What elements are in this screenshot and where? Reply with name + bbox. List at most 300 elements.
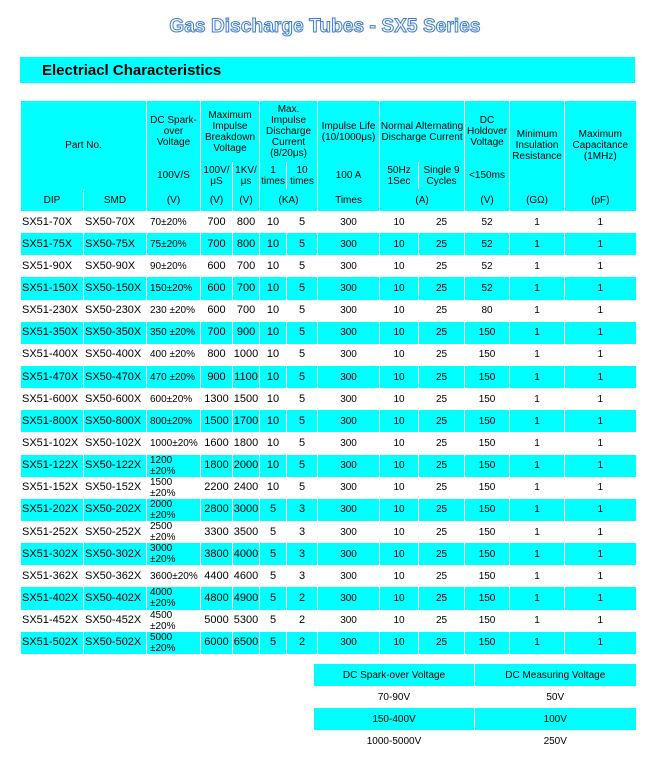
breakdown-1kv-cell: 3000 <box>233 499 260 521</box>
header-spark-over: DC Spark-over Voltage <box>314 664 475 686</box>
ac-9cycles-cell: 25 <box>419 521 465 543</box>
spark-over-cell: 2500 ±20% <box>147 521 201 543</box>
ac-50hz-cell: 10 <box>380 277 419 299</box>
insulation-cell: 1 <box>510 455 565 477</box>
breakdown-100v-cell: 600 <box>201 300 233 322</box>
impulse-10-cell: 5 <box>287 322 318 344</box>
breakdown-1kv-cell: 3500 <box>233 521 260 543</box>
dip-cell: SX51-202X <box>21 499 84 521</box>
breakdown-100v-cell: 1800 <box>201 455 233 477</box>
holdover-cell: 150 <box>465 455 510 477</box>
table-row <box>21 211 636 233</box>
sub-100vs: 100V/S <box>147 162 201 189</box>
capacitance-cell: 1 <box>565 565 636 587</box>
impulse-10-cell: 5 <box>287 277 318 299</box>
capacitance-cell: 1 <box>565 211 636 233</box>
dip-cell: SX51-400X <box>21 344 84 366</box>
ac-9cycles-cell: 25 <box>419 477 465 499</box>
dip-cell: SX51-502X <box>21 632 84 654</box>
insulation-cell: 1 <box>510 344 565 366</box>
ac-9cycles-cell: 25 <box>419 565 465 587</box>
spark-over-cell: 400 ±20% <box>147 344 201 366</box>
table-row <box>21 455 636 477</box>
dip-cell: SX51-600X <box>21 388 84 410</box>
sub-1times: 1 times <box>260 162 287 189</box>
capacitance-cell: 1 <box>565 477 636 499</box>
impulse-10-cell: 5 <box>287 255 318 277</box>
smd-cell: SX50-400X <box>84 344 147 366</box>
breakdown-1kv-cell: 1100 <box>233 366 260 388</box>
holdover-cell: 150 <box>465 322 510 344</box>
spark-over-cell: 4500 ±20% <box>147 610 201 632</box>
impulse-life-cell: 300 <box>318 499 380 521</box>
impulse-life-cell: 300 <box>318 543 380 565</box>
sub-150ms: <150ms <box>465 162 510 189</box>
smd-cell: SX50-152X <box>84 477 147 499</box>
impulse-1-cell: 10 <box>260 322 287 344</box>
smd-cell: SX50-600X <box>84 388 147 410</box>
impulse-1-cell: 5 <box>260 565 287 587</box>
impulse-life-cell: 300 <box>318 477 380 499</box>
header-smd: SMD <box>84 189 147 211</box>
impulse-life-cell: 300 <box>318 521 380 543</box>
table-row <box>21 322 636 344</box>
breakdown-100v-cell: 5000 <box>201 610 233 632</box>
ac-9cycles-cell: 25 <box>419 211 465 233</box>
breakdown-100v-cell: 1300 <box>201 388 233 410</box>
spark-over-cell: 70±20% <box>147 211 201 233</box>
holdover-cell: 150 <box>465 565 510 587</box>
breakdown-1kv-cell: 1500 <box>233 388 260 410</box>
header-min-insulation: Minimum Insulation Resistance <box>510 101 565 189</box>
insulation-cell: 1 <box>510 388 565 410</box>
ac-9cycles-cell: 25 <box>419 610 465 632</box>
smd-cell: SX50-402X <box>84 587 147 609</box>
ac-9cycles-cell: 25 <box>419 322 465 344</box>
holdover-cell: 52 <box>465 233 510 255</box>
breakdown-1kv-cell: 700 <box>233 255 260 277</box>
table-row <box>21 410 636 432</box>
holdover-cell: 52 <box>465 255 510 277</box>
ac-50hz-cell: 10 <box>380 233 419 255</box>
breakdown-100v-cell: 4800 <box>201 587 233 609</box>
smd-cell: SX50-452X <box>84 610 147 632</box>
header-measuring-voltage: DC Measuring Voltage <box>475 664 636 686</box>
impulse-life-cell: 300 <box>318 610 380 632</box>
breakdown-100v-cell: 900 <box>201 366 233 388</box>
breakdown-1kv-cell: 900 <box>233 322 260 344</box>
impulse-1-cell: 10 <box>260 344 287 366</box>
spark-over-cell: 1200 ±20% <box>147 455 201 477</box>
breakdown-1kv-cell: 800 <box>233 233 260 255</box>
impulse-1-cell: 10 <box>260 255 287 277</box>
header-max-impulse-breakdown: Maximum Impulse Breakdown Voltage <box>201 101 260 162</box>
smd-cell: SX50-202X <box>84 499 147 521</box>
capacitance-cell: 1 <box>565 499 636 521</box>
breakdown-1kv-cell: 4000 <box>233 543 260 565</box>
impulse-life-cell: 300 <box>318 455 380 477</box>
holdover-cell: 150 <box>465 366 510 388</box>
impulse-1-cell: 5 <box>260 499 287 521</box>
spark-over-cell: 150±20% <box>147 277 201 299</box>
insulation-cell: 1 <box>510 432 565 454</box>
measuring-voltage-table <box>313 664 636 752</box>
breakdown-1kv-cell: 700 <box>233 277 260 299</box>
capacitance-cell: 1 <box>565 322 636 344</box>
spark-over-cell: 90±20% <box>147 255 201 277</box>
insulation-cell: 1 <box>510 543 565 565</box>
ac-50hz-cell: 10 <box>380 432 419 454</box>
spark-over-cell: 5000 ±20% <box>147 632 201 654</box>
table-row <box>21 543 636 565</box>
breakdown-100v-cell: 3300 <box>201 521 233 543</box>
spark-over-cell: 600±20% <box>147 388 201 410</box>
insulation-cell: 1 <box>510 521 565 543</box>
insulation-cell: 1 <box>510 322 565 344</box>
unit-v1: (V) <box>147 189 201 211</box>
impulse-life-cell: 300 <box>318 388 380 410</box>
smd-cell: SX50-70X <box>84 211 147 233</box>
table-row <box>21 587 636 609</box>
capacitance-cell: 1 <box>565 632 636 654</box>
capacitance-cell: 1 <box>565 587 636 609</box>
holdover-cell: 150 <box>465 388 510 410</box>
header-dc-spark-over: DC Spark-over Voltage <box>147 101 201 162</box>
impulse-life-cell: 300 <box>318 366 380 388</box>
table-row <box>21 499 636 521</box>
impulse-life-cell: 300 <box>318 632 380 654</box>
spark-over-cell: 800±20% <box>147 410 201 432</box>
smd-cell: SX50-75X <box>84 233 147 255</box>
impulse-10-cell: 2 <box>287 610 318 632</box>
dip-cell: SX51-102X <box>21 432 84 454</box>
ac-9cycles-cell: 25 <box>419 543 465 565</box>
sub-10times: 10 times <box>287 162 318 189</box>
table-row <box>21 344 636 366</box>
impulse-1-cell: 10 <box>260 211 287 233</box>
impulse-life-cell: 300 <box>318 322 380 344</box>
impulse-life-cell: 300 <box>318 277 380 299</box>
holdover-cell: 150 <box>465 610 510 632</box>
holdover-cell: 52 <box>465 211 510 233</box>
impulse-10-cell: 2 <box>287 587 318 609</box>
ac-50hz-cell: 10 <box>380 610 419 632</box>
spark-over-cell: 3600±20% <box>147 565 201 587</box>
dip-cell: SX51-150X <box>21 277 84 299</box>
impulse-1-cell: 10 <box>260 477 287 499</box>
unit-v3: (V) <box>233 189 260 211</box>
ac-9cycles-cell: 25 <box>419 410 465 432</box>
impulse-1-cell: 5 <box>260 632 287 654</box>
breakdown-1kv-cell: 1700 <box>233 410 260 432</box>
impulse-1-cell: 10 <box>260 410 287 432</box>
table-row <box>21 477 636 499</box>
breakdown-100v-cell: 700 <box>201 322 233 344</box>
dip-cell: SX51-70X <box>21 211 84 233</box>
insulation-cell: 1 <box>510 499 565 521</box>
table-row <box>21 521 636 543</box>
impulse-1-cell: 10 <box>260 300 287 322</box>
ac-50hz-cell: 10 <box>380 632 419 654</box>
insulation-cell: 1 <box>510 477 565 499</box>
impulse-life-cell: 300 <box>318 300 380 322</box>
holdover-cell: 150 <box>465 344 510 366</box>
ac-50hz-cell: 10 <box>380 211 419 233</box>
breakdown-100v-cell: 2200 <box>201 477 233 499</box>
ac-9cycles-cell: 25 <box>419 255 465 277</box>
impulse-10-cell: 2 <box>287 632 318 654</box>
dip-cell: SX51-302X <box>21 543 84 565</box>
breakdown-1kv-cell: 700 <box>233 300 260 322</box>
ac-50hz-cell: 10 <box>380 388 419 410</box>
smd-cell: SX50-800X <box>84 410 147 432</box>
dip-cell: SX51-152X <box>21 477 84 499</box>
header-max-impulse-discharge: Max. Impulse Discharge Current (8/20μs) <box>260 101 318 162</box>
unit-pf: (pF) <box>565 189 636 211</box>
dip-cell: SX51-230X <box>21 300 84 322</box>
smd-cell: SX50-302X <box>84 543 147 565</box>
holdover-cell: 150 <box>465 543 510 565</box>
smd-cell: SX50-252X <box>84 521 147 543</box>
impulse-10-cell: 5 <box>287 233 318 255</box>
holdover-cell: 150 <box>465 477 510 499</box>
dip-cell: SX51-90X <box>21 255 84 277</box>
breakdown-100v-cell: 1500 <box>201 410 233 432</box>
spark-over-cell: 2000 ±20% <box>147 499 201 521</box>
spark-over-cell: 350 ±20% <box>147 322 201 344</box>
breakdown-1kv-cell: 800 <box>233 211 260 233</box>
ac-50hz-cell: 10 <box>380 255 419 277</box>
ac-9cycles-cell: 25 <box>419 366 465 388</box>
unit-v2: (V) <box>201 189 233 211</box>
smd-cell: SX50-362X <box>84 565 147 587</box>
ac-50hz-cell: 10 <box>380 366 419 388</box>
smd-cell: SX50-350X <box>84 322 147 344</box>
dip-cell: SX51-362X <box>21 565 84 587</box>
impulse-1-cell: 5 <box>260 543 287 565</box>
impulse-10-cell: 5 <box>287 477 318 499</box>
impulse-10-cell: 5 <box>287 344 318 366</box>
breakdown-100v-cell: 3800 <box>201 543 233 565</box>
measure-voltage-cell: 50V <box>475 686 636 708</box>
capacitance-cell: 1 <box>565 432 636 454</box>
breakdown-100v-cell: 700 <box>201 211 233 233</box>
header-impulse-life: Impulse Life (10/1000μs) <box>318 101 380 162</box>
impulse-1-cell: 5 <box>260 587 287 609</box>
insulation-cell: 1 <box>510 632 565 654</box>
measure-voltage-cell: 100V <box>475 708 636 730</box>
impulse-10-cell: 5 <box>287 410 318 432</box>
dip-cell: SX51-470X <box>21 366 84 388</box>
capacitance-cell: 1 <box>565 366 636 388</box>
insulation-cell: 1 <box>510 300 565 322</box>
ac-9cycles-cell: 25 <box>419 499 465 521</box>
breakdown-100v-cell: 600 <box>201 277 233 299</box>
holdover-cell: 150 <box>465 632 510 654</box>
holdover-cell: 150 <box>465 499 510 521</box>
unit-times: Times <box>318 189 380 211</box>
capacitance-cell: 1 <box>565 521 636 543</box>
table-row <box>21 565 636 587</box>
dip-cell: SX51-75X <box>21 233 84 255</box>
breakdown-100v-cell: 1600 <box>201 432 233 454</box>
table-row <box>21 233 636 255</box>
capacitance-cell: 1 <box>565 233 636 255</box>
impulse-1-cell: 10 <box>260 388 287 410</box>
ac-50hz-cell: 10 <box>380 410 419 432</box>
capacitance-cell: 1 <box>565 543 636 565</box>
characteristics-table <box>20 101 636 654</box>
breakdown-100v-cell: 6000 <box>201 632 233 654</box>
ac-9cycles-cell: 25 <box>419 632 465 654</box>
impulse-life-cell: 300 <box>318 344 380 366</box>
impulse-1-cell: 5 <box>260 610 287 632</box>
table-row <box>21 366 636 388</box>
breakdown-1kv-cell: 5300 <box>233 610 260 632</box>
dip-cell: SX51-402X <box>21 587 84 609</box>
table-row <box>21 300 636 322</box>
measure-spark-cell: 70-90V <box>314 686 475 708</box>
sub-50hz: 50Hz 1Sec <box>380 162 419 189</box>
dip-cell: SX51-800X <box>21 410 84 432</box>
sub-1kvus: 1KV/ μs <box>233 162 260 189</box>
insulation-cell: 1 <box>510 277 565 299</box>
unit-ka: (KA) <box>260 189 318 211</box>
spark-over-cell: 75±20% <box>147 233 201 255</box>
spark-over-cell: 4000 ±20% <box>147 587 201 609</box>
dip-cell: SX51-452X <box>21 610 84 632</box>
impulse-life-cell: 300 <box>318 233 380 255</box>
breakdown-1kv-cell: 6500 <box>233 632 260 654</box>
smd-cell: SX50-90X <box>84 255 147 277</box>
capacitance-cell: 1 <box>565 410 636 432</box>
unit-v4: (V) <box>465 189 510 211</box>
insulation-cell: 1 <box>510 587 565 609</box>
impulse-10-cell: 3 <box>287 499 318 521</box>
measure-spark-cell: 1000-5000V <box>314 730 475 752</box>
section-title: Electriacl Characteristics <box>20 57 635 83</box>
smd-cell: SX50-502X <box>84 632 147 654</box>
capacitance-cell: 1 <box>565 455 636 477</box>
impulse-life-cell: 300 <box>318 211 380 233</box>
ac-9cycles-cell: 25 <box>419 432 465 454</box>
insulation-cell: 1 <box>510 233 565 255</box>
ac-50hz-cell: 10 <box>380 521 419 543</box>
ac-9cycles-cell: 25 <box>419 587 465 609</box>
impulse-10-cell: 5 <box>287 366 318 388</box>
spark-over-cell: 230 ±20% <box>147 300 201 322</box>
impulse-1-cell: 5 <box>260 521 287 543</box>
table-row <box>21 255 636 277</box>
table-row <box>21 432 636 454</box>
header-max-capacitance: Maximum Capacitance (1MHz) <box>565 101 636 189</box>
sub-single: Single 9 Cycles <box>419 162 465 189</box>
dip-cell: SX51-252X <box>21 521 84 543</box>
spark-over-cell: 1500 ±20% <box>147 477 201 499</box>
ac-50hz-cell: 10 <box>380 322 419 344</box>
ac-50hz-cell: 10 <box>380 587 419 609</box>
header-part-no: Part No. <box>21 101 147 189</box>
impulse-1-cell: 10 <box>260 233 287 255</box>
sub-100a: 100 A <box>318 162 380 189</box>
header-normal-ac-discharge: Normal Alternating Discharge Current <box>380 101 465 162</box>
smd-cell: SX50-122X <box>84 455 147 477</box>
spark-over-cell: 3000 ±20% <box>147 543 201 565</box>
ac-9cycles-cell: 25 <box>419 277 465 299</box>
impulse-10-cell: 5 <box>287 388 318 410</box>
impulse-10-cell: 3 <box>287 543 318 565</box>
ac-9cycles-cell: 25 <box>419 300 465 322</box>
ac-50hz-cell: 10 <box>380 344 419 366</box>
impulse-10-cell: 5 <box>287 211 318 233</box>
ac-50hz-cell: 10 <box>380 543 419 565</box>
spark-over-cell: 1000±20% <box>147 432 201 454</box>
insulation-cell: 1 <box>510 610 565 632</box>
capacitance-cell: 1 <box>565 610 636 632</box>
capacitance-cell: 1 <box>565 255 636 277</box>
impulse-10-cell: 5 <box>287 455 318 477</box>
table-row <box>21 610 636 632</box>
ac-50hz-cell: 10 <box>380 565 419 587</box>
ac-50hz-cell: 10 <box>380 300 419 322</box>
breakdown-100v-cell: 800 <box>201 344 233 366</box>
holdover-cell: 150 <box>465 410 510 432</box>
holdover-cell: 150 <box>465 587 510 609</box>
spark-over-cell: 470 ±20% <box>147 366 201 388</box>
impulse-life-cell: 300 <box>318 255 380 277</box>
impulse-life-cell: 300 <box>318 565 380 587</box>
impulse-1-cell: 10 <box>260 277 287 299</box>
insulation-cell: 1 <box>510 255 565 277</box>
breakdown-1kv-cell: 2000 <box>233 455 260 477</box>
ac-9cycles-cell: 25 <box>419 344 465 366</box>
impulse-life-cell: 300 <box>318 432 380 454</box>
insulation-cell: 1 <box>510 366 565 388</box>
page-title: Gas Discharge Tubes - SX5 Series <box>169 16 481 37</box>
breakdown-1kv-cell: 4600 <box>233 565 260 587</box>
breakdown-100v-cell: 700 <box>201 233 233 255</box>
table-body <box>21 211 636 654</box>
impulse-10-cell: 5 <box>287 432 318 454</box>
impulse-10-cell: 3 <box>287 521 318 543</box>
impulse-10-cell: 3 <box>287 565 318 587</box>
smd-cell: SX50-150X <box>84 277 147 299</box>
capacitance-cell: 1 <box>565 344 636 366</box>
ac-9cycles-cell: 25 <box>419 455 465 477</box>
breakdown-1kv-cell: 1000 <box>233 344 260 366</box>
capacitance-cell: 1 <box>565 388 636 410</box>
header-dip: DIP <box>21 189 84 211</box>
impulse-life-cell: 300 <box>318 410 380 432</box>
impulse-10-cell: 5 <box>287 300 318 322</box>
breakdown-1kv-cell: 2400 <box>233 477 260 499</box>
measure-spark-cell: 150-400V <box>314 708 475 730</box>
capacitance-cell: 1 <box>565 277 636 299</box>
table-row <box>21 632 636 654</box>
holdover-cell: 150 <box>465 521 510 543</box>
breakdown-100v-cell: 2800 <box>201 499 233 521</box>
insulation-cell: 1 <box>510 565 565 587</box>
table-row <box>21 277 636 299</box>
smd-cell: SX50-230X <box>84 300 147 322</box>
ac-50hz-cell: 10 <box>380 455 419 477</box>
smd-cell: SX50-470X <box>84 366 147 388</box>
breakdown-1kv-cell: 4900 <box>233 587 260 609</box>
ac-9cycles-cell: 25 <box>419 233 465 255</box>
insulation-cell: 1 <box>510 211 565 233</box>
measure-voltage-cell: 250V <box>475 730 636 752</box>
unit-gohm: (GΩ) <box>510 189 565 211</box>
